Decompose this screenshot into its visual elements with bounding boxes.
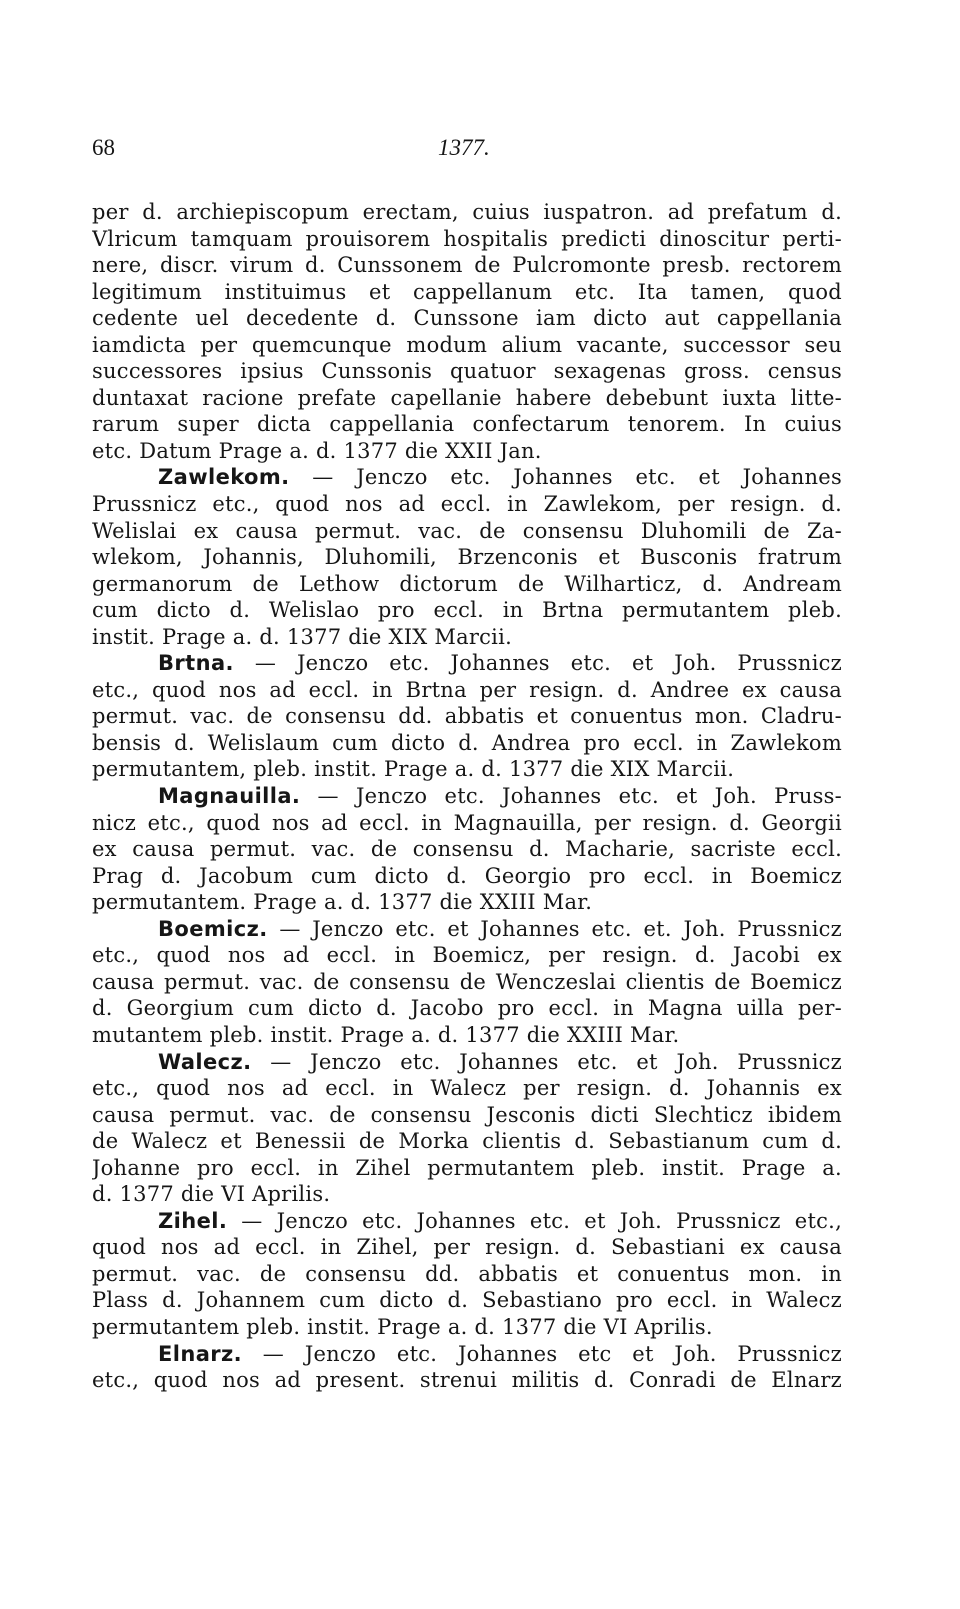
text-line [92,518,842,545]
place-name-heading: Magnauilla. [158,784,301,809]
text-line [92,969,842,996]
line-text: de Walecz et Benessii de Morka clientis d. Sebastianum cum d. [92,1129,842,1154]
text-line [92,411,842,438]
line-text: germanorum de Lethow dictorum de Wilharticz, d. Andream [92,571,842,596]
place-name-heading: Boemicz. [158,916,268,941]
text-line [92,863,842,890]
line-text: cum dicto d. Welislao pro eccl. in Brtna permutantem pleb. [92,598,842,623]
text-body [92,199,842,1394]
entry-heading-line [92,1049,842,1076]
line-text: permut. vac. de consensu dd. abbatis et conuentus mon. in [92,1261,842,1286]
line-text: cedente uel decedente d. Cunssone iam dicto aut cappellania [92,306,842,331]
line-text: etc., quod nos ad present. strenui militis d. Conradi de Elnarz [92,1368,842,1393]
text-line [92,1367,842,1394]
line-text: Vlricum tamquam prouisorem hospitalis predicti dinoscitur perti- [92,226,842,251]
text-line [92,995,842,1022]
line-text: — Jenczo etc. Johannes etc et Joh. Prussnicz [242,1341,842,1366]
text-line [92,332,842,359]
line-text: d. 1377 die VI Aprilis. [92,1182,331,1207]
text-line [92,571,842,598]
text-line [92,1234,842,1261]
line-text: permutantem pleb. instit. Prage a. d. 1377 die VI Aprilis. [92,1314,713,1339]
line-text: bensis d. Welislaum cum dicto d. Andrea pro eccl. in Zawlekom [92,730,842,755]
line-text: quod nos ad eccl. in Zihel, per resign. d. Sebastiani ex causa [92,1235,842,1260]
line-text: etc. Datum Prage a. d. 1377 die XXII Jan. [92,438,542,463]
text-line [92,226,842,253]
line-text: wlekom, Johannis, Dluhomili, Brzenconis et Busconis fratrum [92,545,842,570]
line-text: nicz etc., quod nos ad eccl. in Magnauilla, per resign. d. Georgii [92,810,842,835]
entry-heading-line [92,464,842,491]
text-line [92,305,842,332]
line-text: per d. archiepiscopum erectam, cuius iuspatron. ad prefatum d. [92,200,842,224]
text-line [92,703,842,730]
text-line [92,1155,842,1182]
line-text: iamdicta per quemcunque modum alium vacante, successor seu [92,332,842,357]
text-line [92,1287,842,1314]
place-name-heading: Zawlekom. [158,465,290,490]
place-name-heading: Elnarz. [158,1341,243,1366]
page-number: 68 [92,135,115,160]
line-text: etc., quod nos ad eccl. in Brtna per resign. d. Andree ex causa [92,677,842,702]
line-text: causa permut. vac. de consensu Jesconis dicti Slechticz ibidem [92,1102,842,1127]
line-text: — Jenczo etc. Johannes etc. et Joh. Pruss- [300,784,842,809]
text-line [92,544,842,571]
text-line [92,1128,842,1155]
text-line [92,810,842,837]
text-line [92,279,842,306]
text-line [92,1022,842,1049]
text-line [92,836,842,863]
line-text: ex causa permut. vac. de consensu d. Macharie, sacriste eccl. [92,837,842,862]
line-text: — Jenczo etc. Johannes etc. et Joh. Prussnicz [233,651,842,676]
running-head [92,135,842,165]
running-head-year: 1377. [438,135,490,160]
text-line [92,624,842,651]
line-text: instit. Prage a. d. 1377 die XIX Marcii. [92,624,513,649]
line-text: duntaxat racione prefate capellanie habere debebunt iuxta litte- [92,385,842,410]
text-line [92,597,842,624]
text-line [92,385,842,412]
text-line [92,942,842,969]
text-line [92,1075,842,1102]
entry-heading-line [92,783,842,810]
text-line [92,1181,842,1208]
text-line [92,252,842,279]
place-name-heading: Walecz. [158,1049,252,1074]
line-text: Prag d. Jacobum cum dicto d. Georgio pro eccl. in Boemicz [92,863,842,888]
entry-heading-line [92,1208,842,1235]
line-text: nere, discr. virum d. Cunssonem de Pulcromonte presb. rectorem [92,253,842,278]
text-line [92,1314,842,1341]
place-name-heading: Brtna. [158,651,234,676]
line-text: Prussnicz etc., quod nos ad eccl. in Zawlekom, per resign. d. [92,492,842,517]
text-line [92,756,842,783]
text-line [92,438,842,465]
entry-heading-line [92,1341,842,1368]
text-line [92,358,842,385]
line-text: — Jenczo etc. Johannes etc. et Joh. Prussnicz etc., [227,1208,842,1233]
text-line [92,1102,842,1129]
entry-heading-line [92,650,842,677]
line-text: — Jenczo etc. Johannes etc. et Johannes [289,465,842,490]
line-text: d. Georgium cum dicto d. Jacobo pro eccl. in Magna uilla per- [92,996,842,1021]
line-text: etc., quod nos ad eccl. in Walecz per resign. d. Johannis ex [92,1076,842,1101]
line-text: — Jenczo etc. Johannes etc. et Joh. Prussnicz [251,1049,842,1074]
entry-heading-line [92,916,842,943]
text-line [92,491,842,518]
line-text: legitimum instituimus et cappellanum etc. Ita tamen, quod [92,279,842,304]
text-line [92,199,842,226]
text-line [92,1261,842,1288]
line-text: Welislai ex causa permut. vac. de consensu Dluhomili de Za- [92,518,842,543]
line-text: permutantem. Prage a. d. 1377 die XXIII Mar. [92,890,593,915]
line-text: causa permut. vac. de consensu de Wenczeslai clientis de Boemicz [92,969,842,994]
line-text: Plass d. Johannem cum dicto d. Sebastiano pro eccl. in Walecz [92,1288,842,1313]
text-line [92,730,842,757]
place-name-heading: Zihel. [158,1208,228,1233]
line-text: etc., quod nos ad eccl. in Boemicz, per resign. d. Jacobi ex [92,943,842,968]
line-text: successores ipsius Cunssonis quatuor sexagenas gross. census [92,359,842,384]
line-text: permut. vac. de consensu dd. abbatis et conuentus mon. Cladru- [92,704,842,729]
line-text: permutantem, pleb. instit. Prage a. d. 1377 die XIX Marcii. [92,757,735,782]
text-line [92,677,842,704]
line-text: Johanne pro eccl. in Zihel permutantem pleb. instit. Prage a. [92,1155,842,1180]
text-line [92,889,842,916]
line-text: — Jenczo etc. et Johannes etc. et. Joh. Prussnicz [267,916,842,941]
line-text: mutantem pleb. instit. Prage a. d. 1377 die XXIII Mar. [92,1022,680,1047]
line-text: rarum super dicta cappellania confectarum tenorem. In cuius [92,412,842,437]
